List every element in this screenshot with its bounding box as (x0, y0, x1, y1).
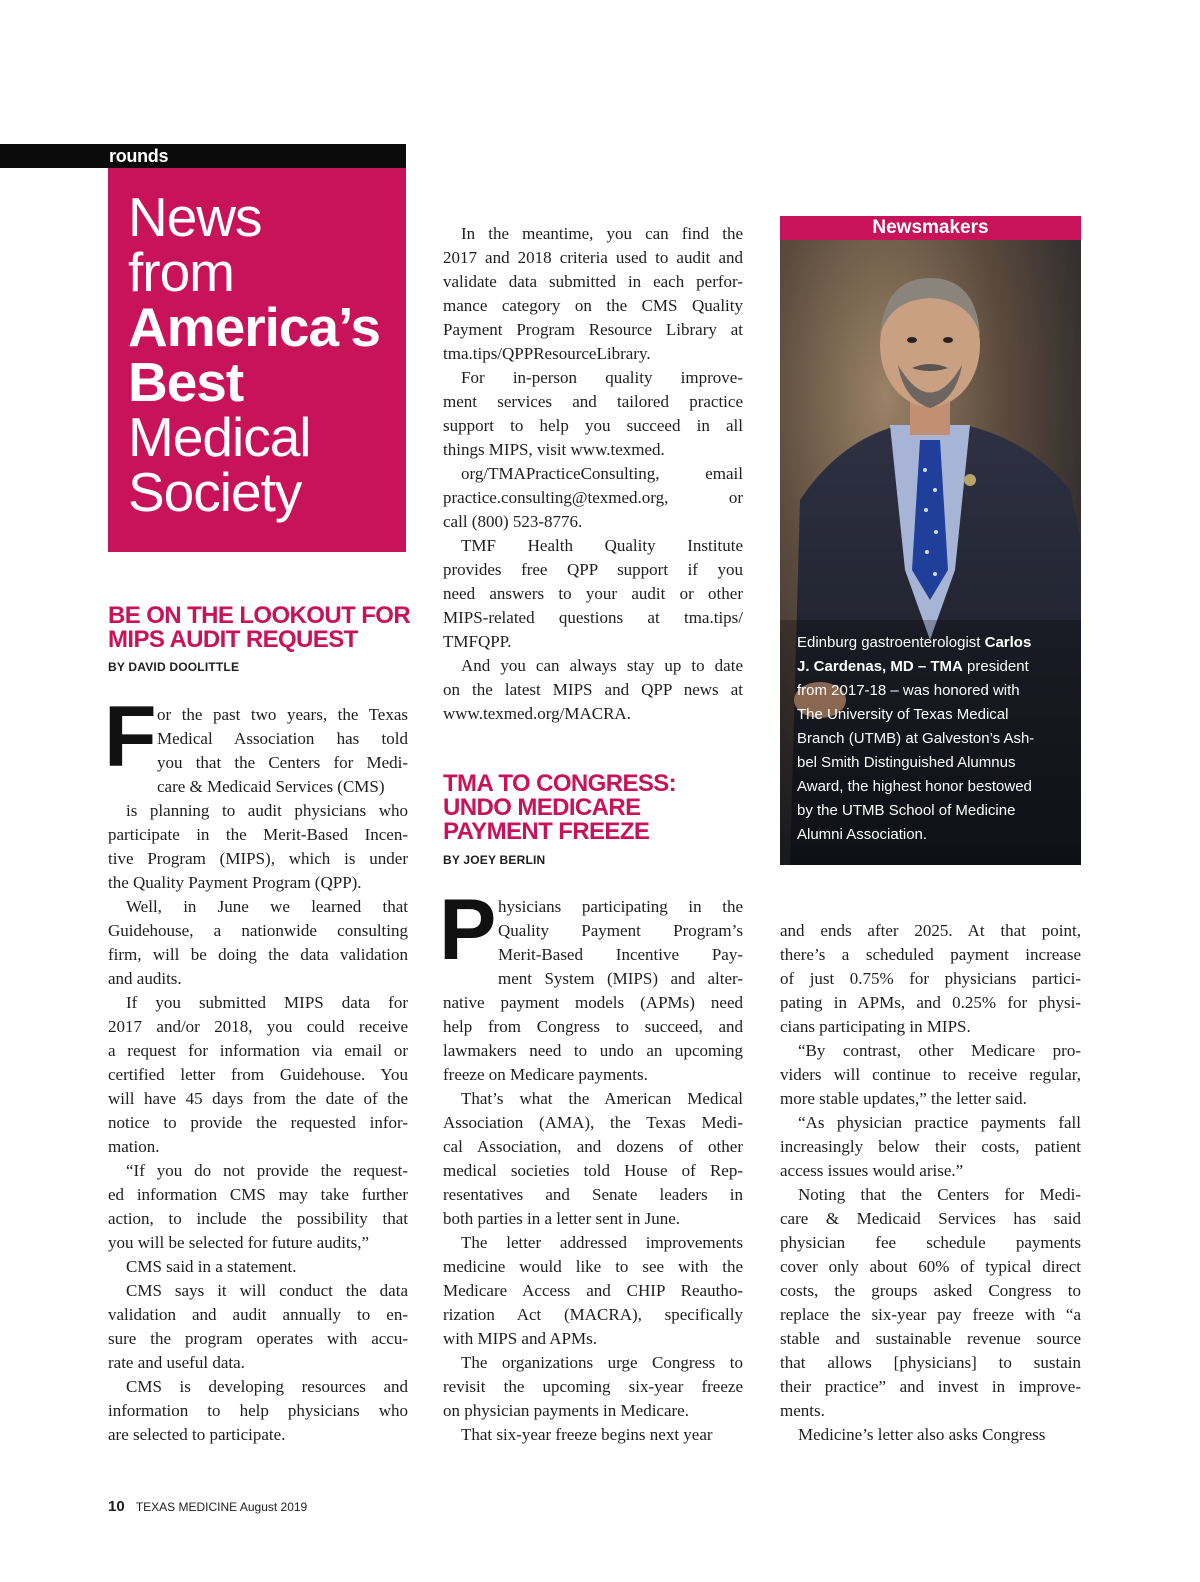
body-text-line: tive Program (MIPS), which is under (108, 849, 408, 868)
body-text-line: In the meantime, you can find the (461, 224, 743, 243)
body-text-line: Well, in June we learned that (126, 897, 408, 916)
body-text-line: are selected to participate. (108, 1425, 286, 1444)
body-text-line: The letter addressed improvements (461, 1233, 743, 1252)
caption-line: Branch (UTMB) at Galveston’s Ash- (797, 730, 1035, 747)
body-text-line: both parties in a letter sent in June. (443, 1209, 680, 1228)
body-text-line: Guidehouse, a nationwide consulting (108, 921, 408, 940)
body-text-line: a request for information via email or (108, 1041, 408, 1060)
publication-name: TEXAS MEDICINE (135, 1500, 238, 1514)
body-text-line: firm, will be doing the data validation (108, 945, 408, 964)
body-text-line: Medicare Access and CHIP Reautho- (443, 1281, 743, 1300)
body-text-line: pating in APMs, and 0.25% for physi- (780, 993, 1081, 1012)
article2-byline: BY JOEY BERLIN (443, 853, 546, 867)
body-text-line: Merit-Based Incentive Pay- (498, 945, 743, 964)
body-text-line: ments. (780, 1401, 825, 1420)
body-text-line: help from Congress to succeed, and (443, 1017, 743, 1036)
section-bar (0, 144, 406, 168)
body-text-line: CMS is developing resources and (126, 1377, 408, 1396)
body-text-line: more stable updates,” the letter said. (780, 1089, 1027, 1108)
article2-title (443, 772, 676, 844)
title-line: TMA TO CONGRESS: (443, 770, 677, 797)
body-text-line: action, to include the possibility that (108, 1209, 408, 1228)
caption-line: J. Cardenas, MD – TMA president (797, 658, 1029, 675)
headline-line: Medical (128, 406, 311, 468)
body-text-line: validation and audit annually to en- (108, 1305, 408, 1324)
body-text-line: or the past two years, the Texas (157, 705, 408, 724)
body-text-line: mance category on the CMS Quality (443, 296, 743, 315)
body-text-line: cover only about 60% of typical direct (780, 1257, 1081, 1276)
article1-title (108, 604, 410, 652)
body-text-line: with MIPS and APMs. (443, 1329, 597, 1348)
body-text-line: ment services and tailored practice (443, 392, 743, 411)
body-text-line: call (800) 523-8776. (443, 512, 583, 531)
body-text-line: That six-year freeze begins next year (461, 1425, 713, 1444)
body-text-line: resentatives and Senate leaders in (443, 1185, 743, 1204)
body-text-line: and audits. (108, 969, 182, 988)
body-text-line: 2017 and 2018 criteria used to audit and (443, 248, 743, 267)
body-text-line: MIPS-related questions at tma.tips/ (443, 608, 743, 627)
body-text-line: lawmakers need to undo an upcoming (443, 1041, 743, 1060)
body-text-line: If you submitted MIPS data for (126, 993, 408, 1012)
body-text-line: native payment models (APMs) need (443, 993, 743, 1012)
caption-line: Award, the highest honor bestowed (797, 778, 1032, 795)
title-line: BE ON THE LOOKOUT FOR (108, 602, 411, 629)
body-text-line: access issues would arise.” (780, 1161, 964, 1180)
body-text-line: you that the Centers for Medi- (157, 753, 408, 772)
body-text-line: medical societies told House of Rep- (443, 1161, 743, 1180)
body-text-line: org/TMAPracticeConsulting, email (461, 464, 743, 483)
newsmakers-caption (797, 631, 1077, 847)
issue-date: August 2019 (239, 1500, 308, 1514)
body-text-line: there’s a scheduled payment increase (780, 945, 1081, 964)
headline-line: America’s (128, 296, 380, 358)
body-text-line: rate and useful data. (108, 1353, 245, 1372)
body-text-line: “If you do not provide the request- (126, 1161, 408, 1180)
headline-line: Society (128, 461, 302, 523)
headline-line: Best (128, 351, 244, 413)
body-text-line: increasingly below their costs, patient (780, 1137, 1081, 1156)
body-text-line: stable and sustainable revenue source (780, 1329, 1081, 1348)
body-text-line: 2017 and/or 2018, you could receive (108, 1017, 408, 1036)
caption-line: from 2017-18 – was honored with (797, 682, 1020, 699)
body-text-line: Noting that the Centers for Medi- (798, 1185, 1081, 1204)
body-text-line: cians participating in MIPS. (780, 1017, 971, 1036)
body-text-line: And you can always stay up to date (461, 656, 743, 675)
body-text-line: TMF Health Quality Institute (461, 536, 743, 555)
body-text-line: freeze on Medicare payments. (443, 1065, 648, 1084)
caption-line: Edinburg gastroenterologist Carlos (797, 634, 1032, 651)
body-text-line: is planning to audit physicians who (126, 801, 408, 820)
page-footer (108, 1498, 307, 1515)
caption-line: Alumni Association. (797, 826, 928, 843)
body-text-line: provides free QPP support if you (443, 560, 743, 579)
body-text-line: medicine would like to see with the (443, 1257, 743, 1276)
body-text-line: care & Medicaid Services has said (780, 1209, 1081, 1228)
body-text-line: their practice” and invest in improve- (780, 1377, 1081, 1396)
title-line: MIPS AUDIT REQUEST (108, 626, 358, 653)
body-text-line: certified letter from Guidehouse. You (108, 1065, 408, 1084)
caption-line: by the UTMB School of Medicine (797, 802, 1016, 819)
body-text-line: mation. (108, 1137, 160, 1156)
body-text-line: “As physician practice payments fall (798, 1113, 1081, 1132)
body-text-line: Quality Payment Program’s (498, 921, 743, 940)
body-text-line: on the latest MIPS and QPP news at (443, 680, 743, 699)
caption-line: The University of Texas Medical (797, 706, 1009, 723)
body-text-line: participate in the Merit-Based Incen- (108, 825, 408, 844)
body-text-line: ed information CMS may take further (108, 1185, 408, 1204)
headline-line: from (128, 241, 234, 303)
article1-dropcap: F (104, 689, 157, 785)
body-text-line: costs, the groups asked Congress to (780, 1281, 1081, 1300)
newsmakers-header: Newsmakers (780, 216, 1081, 240)
body-text-line: you will be selected for future audits,” (108, 1233, 370, 1252)
body-text-line: tma.tips/QPPResourceLibrary. (443, 344, 651, 363)
article2-dropcap: P (439, 882, 497, 978)
page-number: 10 (108, 1498, 125, 1515)
body-text-line: That’s what the American Medical (461, 1089, 743, 1108)
body-text-line: ment System (MIPS) and alter- (498, 969, 743, 988)
body-text-line: on physician payments in Medicare. (443, 1401, 689, 1420)
body-text-line: care & Medicaid Services (CMS) (157, 777, 385, 796)
body-text-line: For in-person quality improve- (461, 368, 743, 387)
newsmakers-photo (780, 240, 1081, 865)
headline-box (108, 168, 406, 552)
title-line: PAYMENT FREEZE (443, 818, 650, 845)
body-text-line: Medical Association has told (157, 729, 408, 748)
body-text-line: hysicians participating in the (498, 897, 743, 916)
body-text-line: www.texmed.org/MACRA. (443, 704, 631, 723)
body-text-line: cal Association, and dozens of other (443, 1137, 743, 1156)
title-line: UNDO MEDICARE (443, 794, 641, 821)
body-text-line: validate data submitted in each perfor- (443, 272, 743, 291)
body-text-line: sure the program operates with accu- (108, 1329, 408, 1348)
body-text-line: need answers to your audit or other (443, 584, 743, 603)
body-text-line: CMS says it will conduct the data (126, 1281, 408, 1300)
section-label: rounds (109, 146, 169, 166)
body-text-line: Payment Program Resource Library at (443, 320, 743, 339)
body-text-line: things MIPS, visit www.texmed. (443, 440, 665, 459)
body-text-line: physician fee schedule payments (780, 1233, 1081, 1252)
body-text-line: revisit the upcoming six-year freeze (443, 1377, 743, 1396)
body-text-line: The organizations urge Congress to (461, 1353, 743, 1372)
body-text-line: Medicine’s letter also asks Congress (798, 1425, 1046, 1444)
body-text-line: rization Act (MACRA), specifically (443, 1305, 743, 1324)
body-text-line: support to help you succeed in all (443, 416, 743, 435)
body-text-line: and ends after 2025. At that point, (780, 921, 1081, 940)
caption-line: bel Smith Distinguished Alumnus (797, 754, 1016, 771)
body-text-line: Association (AMA), the Texas Medi- (443, 1113, 743, 1132)
body-text-line: CMS said in a statement. (126, 1257, 297, 1276)
body-text-line: that allows [physicians] to sustain (780, 1353, 1081, 1372)
body-text-line: TMFQPP. (443, 632, 512, 651)
body-text-line: of just 0.75% for physicians partici- (780, 969, 1081, 988)
body-text-line: information to help physicians who (108, 1401, 408, 1420)
body-text-line: will have 45 days from the date of the (108, 1089, 408, 1108)
body-text-line: viders will continue to receive regular, (780, 1065, 1081, 1084)
body-text-line: “By contrast, other Medicare pro- (798, 1041, 1081, 1060)
body-text-line: practice.consulting@texmed.org, or (443, 488, 743, 507)
body-text-line: the Quality Payment Program (QPP). (108, 873, 362, 892)
body-text-line: notice to provide the requested infor- (108, 1113, 408, 1132)
article1-byline: BY DAVID DOOLITTLE (108, 660, 240, 674)
body-text-line: replace the six-year pay freeze with “a (780, 1305, 1081, 1324)
headline-line: News (128, 186, 262, 248)
